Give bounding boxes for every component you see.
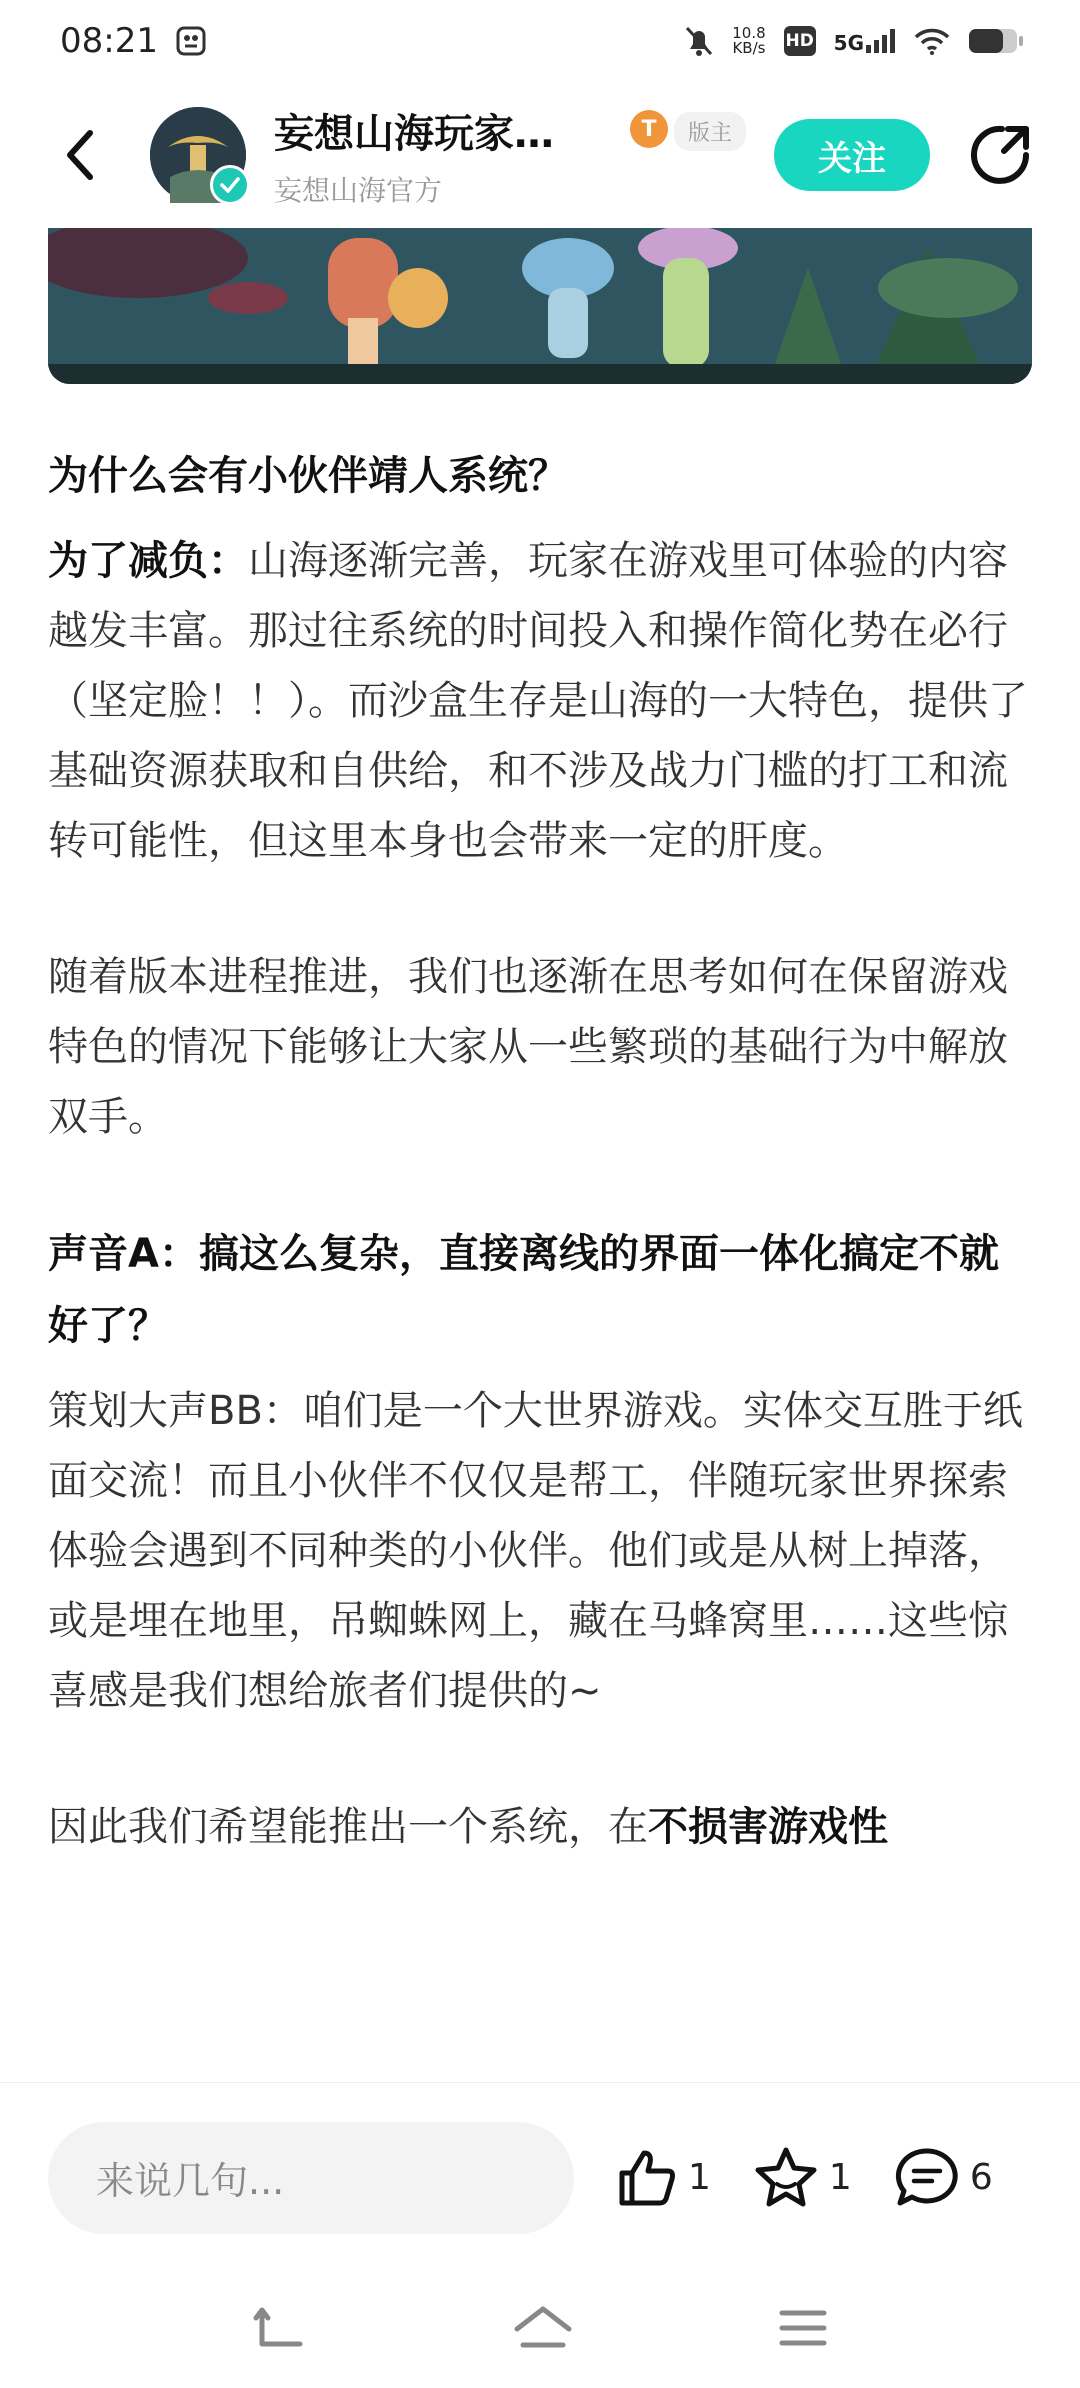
- paragraph-reduce-burden: 为了减负：山海逐渐完善，玩家在游戏里可体验的内容越发丰富。那过往系统的时间投入和操作简化势在必行（坚定脸！！）。而沙盒生存是山海的一大特色，提供了基础资源获取和自供给，和不涉及战力门槛的打工和流转可能性，但这里本身也会带来一定的肝度。: [48, 538, 1028, 864]
- post-banner-image[interactable]: [48, 228, 1032, 384]
- comment-count: 6: [969, 2157, 993, 2198]
- wifi-icon: [914, 27, 950, 55]
- battery-icon: [968, 27, 1024, 55]
- article-body: [48, 440, 1038, 1862]
- nav-home-button[interactable]: [513, 2305, 573, 2355]
- author-avatar[interactable]: [150, 107, 246, 203]
- thumbs-up-icon: [616, 2147, 678, 2209]
- favorite-button[interactable]: [753, 2146, 852, 2210]
- status-bar: [0, 0, 1080, 82]
- role-badge: 版主: [674, 112, 746, 151]
- comment-input[interactable]: 来说几句...: [48, 2122, 574, 2234]
- back-button[interactable]: [40, 115, 120, 195]
- nav-menu-button[interactable]: [778, 2307, 828, 2353]
- nav-back-icon: [252, 2306, 308, 2350]
- paragraph-planner-reply: 策划大声BB：咱们是一个大世界游戏。实体交互胜于纸面交流！而且小伙伴不仅仅是帮工，伴随玩家世界探索体验会遇到不同种类的小伙伴。他们或是从树上掉落，或是埋在地里，吊蜘蛛网上，藏在马蜂窝里……这些惊喜感是我们想给旅者们提供的~: [48, 1388, 1023, 1714]
- bottom-action-bar: [0, 2082, 1080, 2272]
- game-scene-illustration: [48, 228, 1032, 384]
- like-count: 1: [688, 2157, 711, 2198]
- author-info[interactable]: [274, 102, 614, 209]
- level-badge: T: [630, 110, 668, 148]
- verified-badge-icon: [210, 165, 250, 205]
- star-icon: [753, 2146, 819, 2210]
- section-heading-voice-a: 声音A：搞这么复杂，直接离线的界面一体化搞定不就好了？: [48, 1231, 999, 1349]
- favorite-count: 1: [828, 2157, 852, 2198]
- comment-bubble-icon: [894, 2147, 960, 2209]
- section-heading: 为什么会有小伙伴靖人系统？: [48, 453, 568, 499]
- comments-button[interactable]: [894, 2147, 993, 2209]
- signal-indicator: 5G: [834, 29, 896, 53]
- nav-back-button[interactable]: [252, 2306, 308, 2354]
- app-notification-icon: [176, 26, 206, 56]
- nav-menu-icon: [778, 2307, 828, 2349]
- hd-icon: HD: [784, 26, 816, 56]
- paragraph-system-goal: 因此我们希望能推出一个系统，在不损害游戏性: [48, 1804, 888, 1850]
- nav-home-icon: [513, 2305, 573, 2351]
- back-arrow-icon: [60, 127, 100, 183]
- system-nav-bar: [0, 2272, 1080, 2388]
- status-time: 08:21: [60, 21, 158, 61]
- post-header: [0, 90, 1080, 220]
- author-name: 妄想山海玩家…: [274, 110, 554, 157]
- like-button[interactable]: [616, 2147, 711, 2209]
- paragraph-version-progress: 随着版本进程推进，我们也逐渐在思考如何在保留游戏特色的情况下能够让大家从一些繁琐的基础行为中解放双手。: [48, 954, 1008, 1140]
- network-speed: 10.8 KB/s: [732, 24, 766, 57]
- share-button[interactable]: [960, 115, 1040, 195]
- follow-button[interactable]: 关注: [774, 119, 930, 191]
- mute-bell-icon: [684, 25, 714, 57]
- author-subtitle: 妄想山海官方: [274, 173, 443, 207]
- share-icon: [968, 123, 1032, 187]
- signal-bars-icon: [866, 29, 896, 53]
